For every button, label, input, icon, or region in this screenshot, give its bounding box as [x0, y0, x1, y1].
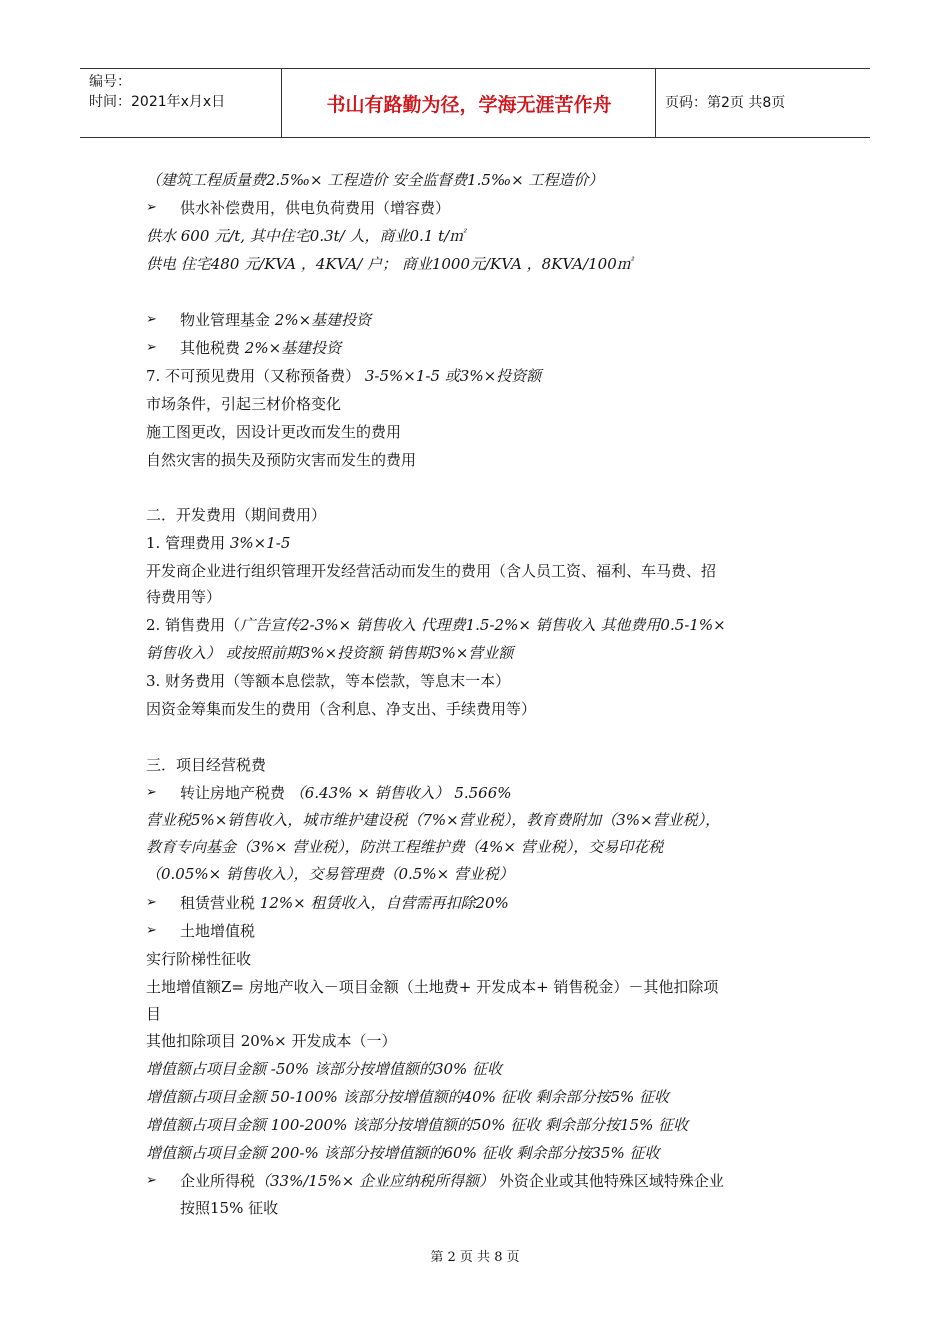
text-span: 广告宣传2-3%× 销售收入 代理费1.5-2%× 销售收入 其他费用0.5-1%×: [240, 616, 726, 634]
text-line: 增值额占项目金额 -50% 该部分按增值额的30% 征收: [146, 1060, 503, 1078]
bullet-icon: ➢: [146, 785, 157, 800]
text-line: 供水补偿费用，供电负荷费用（增容费）: [180, 199, 451, 217]
header-meta: [80, 69, 282, 137]
time-label: 时间：2021年x月x日: [89, 94, 226, 110]
text-span: 2. 销售费用（: [146, 616, 241, 634]
text-line: （建筑工程质量费2.5‰× 工程造价 安全监督费1.5‰× 工程造价）: [146, 171, 604, 189]
text-line: 土地增值税: [180, 922, 256, 940]
page-footer: 第 2 页 共 8 页: [430, 1250, 520, 1265]
text-span: 2%×基建投资: [244, 339, 342, 357]
text-line: 增值额占项目金额 200-% 该部分按增值额的60% 征收 剩余部分按35% 征收: [146, 1144, 660, 1162]
text-line: [180, 338, 341, 358]
text-span: （6.43% × 销售收入） 5.566%: [289, 784, 512, 802]
text-line: 目: [146, 1005, 162, 1023]
text-line: 增值额占项目金额 50-100% 该部分按增值额的40% 征收 剩余部分按5% 征收: [146, 1088, 670, 1106]
text-span: 转让房地产税费: [180, 784, 286, 802]
text-span: 其他税费: [180, 339, 241, 357]
text-line: [180, 783, 512, 803]
section-heading: 三．项目经营税费: [146, 756, 267, 774]
text-span: （33%/15%× 企业应纳税所得额）: [255, 1172, 495, 1190]
bullet-icon: ➢: [146, 923, 157, 938]
header-motto: 书山有路勤为径，学海无涯苦作舟: [283, 69, 656, 137]
text-line: 供电 住宅480 元/KVA ，4KVA/ 户； 商业1000元/KVA ，8KVA/100㎡: [146, 255, 632, 273]
text-line: 开发商企业进行组织管理开发经营活动而发生的费用（含人员工资、福利、车马费、招: [146, 562, 717, 580]
bullet-icon: ➢: [146, 1173, 157, 1188]
text-line: 教育专向基金（3%× 营业税），防洪工程维护费（4%× 营业税），交易印花税: [146, 838, 664, 856]
text-line: 3. 财务费用（等额本息偿款，等本偿款，等息末一本）: [146, 672, 511, 690]
page-header: [80, 68, 870, 138]
text-span: 7. 不可预见费用（又称预备费）: [146, 367, 361, 385]
bullet-icon: ➢: [146, 200, 157, 215]
text-span: 外资企业或其他特殊区域特殊企业: [494, 1172, 724, 1190]
text-span: 3-5%×1-5 或3%×投资额: [364, 367, 542, 385]
text-line: 供水 600 元/t, 其中住宅0.3t/ 人，商业0.1 t/㎡: [146, 227, 465, 245]
text-span: 企业所得税: [180, 1172, 256, 1190]
number-label: 编号：: [89, 74, 131, 90]
text-line: [180, 310, 371, 330]
text-span: 物业管理基金: [180, 311, 271, 329]
bullet-icon: ➢: [146, 895, 157, 910]
bullet-icon: ➢: [146, 312, 157, 327]
text-line: [180, 893, 509, 913]
text-line: 市场条件，引起三材价格变化: [146, 395, 342, 413]
text-span: 1. 管理费用: [146, 534, 226, 552]
text-line: 土地增值额Z= 房地产收入－项目金额（土地费+ 开发成本+ 销售税金）－其他扣除项: [146, 978, 719, 996]
header-page-info: 页码：第2页 共8页: [665, 95, 786, 111]
bullet-icon: ➢: [146, 340, 157, 355]
text-line: 施工图更改，因设计更改而发生的费用: [146, 423, 402, 441]
text-line: （0.05%× 销售收入），交易管理费（0.5%× 营业税）: [146, 865, 514, 883]
text-line: 待费用等）: [146, 588, 222, 606]
text-line: 销售收入） 或按照前期3%×投资额 销售期3%×营业额: [146, 644, 514, 662]
text-line: 按照15% 征收: [180, 1199, 279, 1217]
text-line: 营业税5%×销售收入，城市维护建设税（7%×营业税），教育费附加（3%×营业税），: [146, 811, 721, 829]
text-span: 3%×1-5: [229, 534, 291, 552]
text-line: 实行阶梯性征收: [146, 950, 252, 968]
text-line: 增值额占项目金额 100-200% 该部分按增值额的50% 征收 剩余部分按15% 征收: [146, 1116, 689, 1134]
text-span: 租赁营业税: [180, 894, 256, 912]
text-line: [146, 615, 726, 635]
text-line: 其他扣除项目 20%× 开发成本（一）: [146, 1032, 397, 1050]
text-line: 因资金筹集而发生的费用（含利息、净支出、手续费用等）: [146, 700, 537, 718]
text-line: 自然灾害的损失及预防灾害而发生的费用: [146, 451, 417, 469]
text-line: [180, 1171, 724, 1191]
text-span: 2%×基建投资: [274, 311, 372, 329]
section-heading: 二．开发费用（期间费用）: [146, 506, 327, 524]
text-line: [146, 533, 290, 553]
text-span: 12%× 租赁收入，自营需再扣除20%: [259, 894, 509, 912]
text-line: [146, 366, 541, 386]
